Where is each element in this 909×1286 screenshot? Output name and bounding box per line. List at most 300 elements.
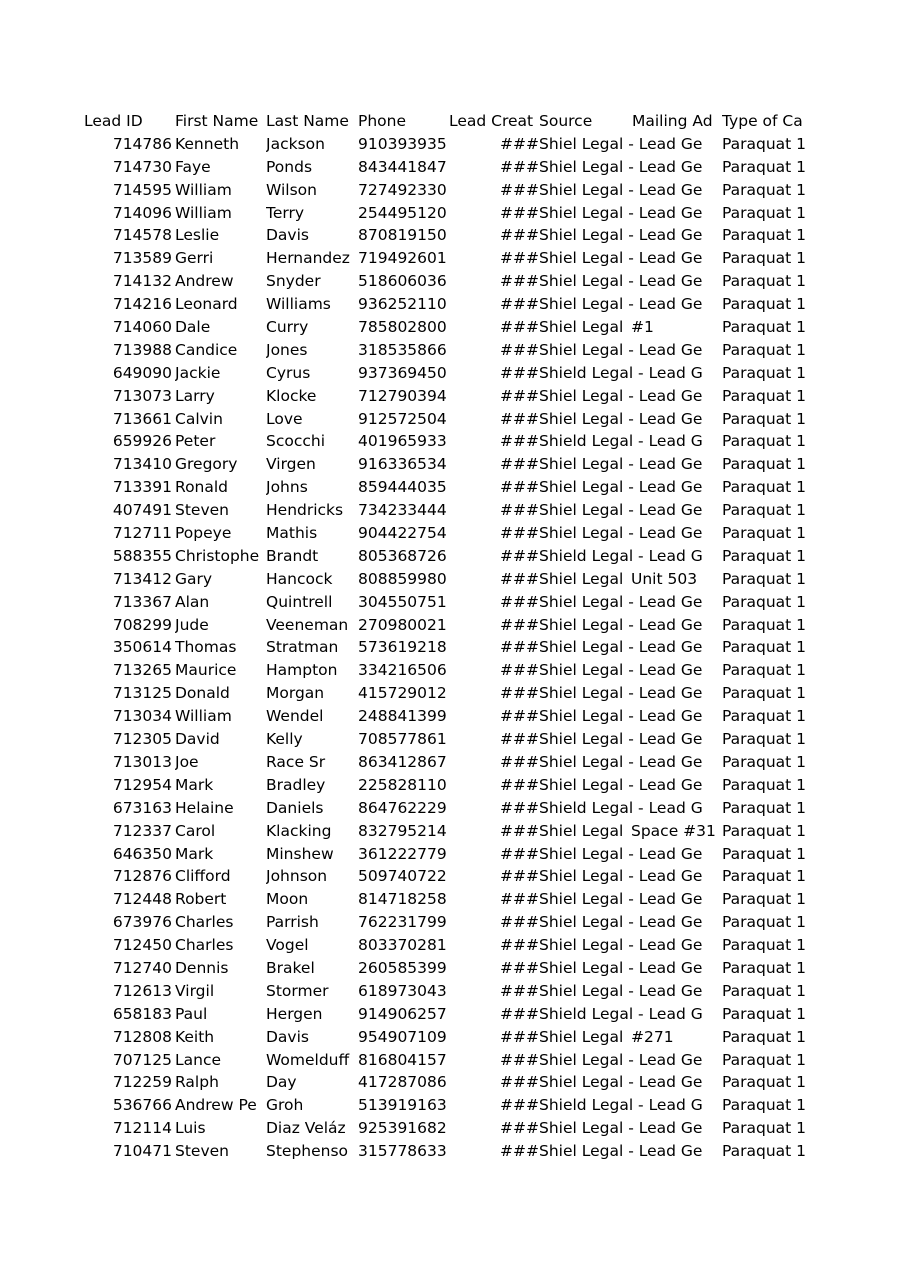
cell-phone: 618973043 [358,981,447,1000]
cell-type-of-case: Paraquat 1 [722,890,807,909]
cell-mailing-address: #1 [631,318,654,337]
cell-first-name: Leonard [175,295,238,314]
cell-first-name: Larry [175,386,215,405]
cell-source: Shiel Legal - Lead Ge [539,592,703,611]
cell-first-name: William [175,203,232,222]
cell-last-name: Ponds [266,157,313,176]
cell-source: Shiel Legal - Lead Ge [539,524,703,543]
header-first-name: First Name [175,112,259,130]
cell-lead-created: ### [500,1119,539,1138]
cell-type-of-case: Paraquat 1 [722,936,807,955]
cell-type-of-case: Paraquat 1 [722,318,807,337]
cell-lead-created: ### [500,1073,539,1092]
cell-lead-created: ### [500,821,539,840]
cell-first-name: Helaine [175,798,234,817]
cell-last-name: Day [266,1073,297,1092]
cell-last-name: Bradley [266,775,326,794]
cell-type-of-case: Paraquat 1 [722,409,807,428]
cell-first-name: Maurice [175,661,237,680]
cell-phone: 904422754 [358,524,447,543]
cell-source: Shiel Legal - Lead Ge [539,501,703,520]
cell-source: Shiel Legal [539,569,624,588]
cell-phone: 814718258 [358,890,447,909]
cell-source: Shiel Legal - Lead Ge [539,890,703,909]
cell-lead-created: ### [500,752,539,771]
cell-last-name: Hancock [266,569,333,588]
cell-last-name: Johns [266,478,308,497]
cell-first-name: Ronald [175,478,229,497]
cell-type-of-case: Paraquat 1 [722,455,807,474]
cell-type-of-case: Paraquat 1 [722,1050,807,1069]
cell-phone: 270980021 [358,615,447,634]
cell-phone: 936252110 [358,295,447,314]
cell-mailing-address: Space #31 [631,821,716,840]
cell-mailing-address: Unit 503 [631,569,698,588]
cell-phone: 864762229 [358,798,447,817]
cell-lead-id: 673976 [112,913,172,932]
cell-lead-id: 713265 [112,661,172,680]
cell-last-name: Love [266,409,303,428]
cell-phone: 937369450 [358,363,447,382]
cell-lead-created: ### [500,730,539,749]
cell-source: Shiel Legal - Lead Ge [539,249,703,268]
cell-source: Shiel Legal - Lead Ge [539,1142,703,1161]
cell-last-name: Wendel [266,707,324,726]
cell-lead-created: ### [500,272,539,291]
cell-type-of-case: Paraquat 1 [722,592,807,611]
cell-type-of-case: Paraquat 1 [722,821,807,840]
cell-lead-created: ### [500,867,539,886]
cell-lead-id: 713412 [112,569,172,588]
cell-first-name: Steven [175,1142,229,1161]
cell-source: Shiel Legal - Lead Ge [539,340,703,359]
cell-lead-id: 588355 [112,546,172,565]
cell-last-name: Virgen [266,455,316,474]
cell-last-name: Womelduff [266,1050,350,1069]
cell-first-name: Gregory [175,455,238,474]
cell-last-name: Diaz Veláz [266,1119,346,1138]
cell-phone: 318535866 [358,340,447,359]
cell-lead-created: ### [500,1142,539,1161]
cell-last-name: Stormer [266,981,329,1000]
cell-last-name: Williams [266,295,331,314]
cell-phone: 954907109 [358,1027,447,1046]
cell-lead-created: ### [500,524,539,543]
cell-last-name: Minshew [266,844,334,863]
cell-first-name: Jackie [175,363,221,382]
cell-first-name: Robert [175,890,227,909]
cell-first-name: David [175,730,220,749]
cell-last-name: Scocchi [266,432,326,451]
cell-phone: 260585399 [358,958,447,977]
cell-type-of-case: Paraquat 1 [722,913,807,932]
cell-type-of-case: Paraquat 1 [722,478,807,497]
cell-source: Shiel Legal - Lead Ge [539,958,703,977]
cell-source: Shiel Legal - Lead Ge [539,1119,703,1138]
cell-lead-id: 712337 [112,821,172,840]
cell-first-name: Keith [175,1027,215,1046]
cell-lead-created: ### [500,455,539,474]
cell-type-of-case: Paraquat 1 [722,661,807,680]
cell-first-name: Faye [175,157,211,176]
cell-source: Shiel Legal - Lead Ge [539,455,703,474]
cell-last-name: Wilson [266,180,317,199]
cell-phone: 914906257 [358,1004,447,1023]
cell-lead-created: ### [500,913,539,932]
cell-type-of-case: Paraquat 1 [722,1004,807,1023]
cell-lead-created: ### [500,798,539,817]
cell-lead-created: ### [500,432,539,451]
cell-phone: 910393935 [358,134,447,153]
cell-last-name: Jones [266,340,308,359]
cell-lead-id: 710471 [112,1142,172,1161]
cell-phone: 727492330 [358,180,447,199]
cell-lead-id: 707125 [112,1050,172,1069]
cell-phone: 509740722 [358,867,447,886]
cell-last-name: Morgan [266,684,325,703]
cell-lead-id: 658183 [112,1004,172,1023]
cell-source: Shiel Legal - Lead Ge [539,272,703,291]
cell-phone: 785802800 [358,318,447,337]
cell-first-name: Ralph [175,1073,219,1092]
cell-lead-created: ### [500,157,539,176]
cell-lead-created: ### [500,844,539,863]
header-lead-created: Lead Creat [449,112,534,130]
cell-last-name: Curry [266,318,309,337]
cell-type-of-case: Paraquat 1 [722,730,807,749]
cell-source: Shiel Legal - Lead Ge [539,730,703,749]
cell-phone: 762231799 [358,913,447,932]
cell-lead-id: 714730 [112,157,172,176]
cell-source: Shiel Legal - Lead Ge [539,157,703,176]
cell-lead-id: 712259 [112,1073,172,1092]
cell-last-name: Hernandez [266,249,350,268]
cell-lead-created: ### [500,661,539,680]
cell-source: Shiel Legal - Lead Ge [539,478,703,497]
cell-first-name: William [175,180,232,199]
header-mailing-address: Mailing Ad [632,112,713,130]
cell-last-name: Davis [266,226,309,245]
cell-lead-id: 713073 [112,386,172,405]
cell-lead-id: 713367 [112,592,172,611]
cell-source: Shiel Legal - Lead Ge [539,134,703,153]
cell-phone: 415729012 [358,684,447,703]
header-last-name: Last Name [266,112,349,130]
cell-last-name: Hendricks [266,501,344,520]
cell-source: Shield Legal - Lead G [539,546,703,565]
cell-lead-created: ### [500,546,539,565]
cell-last-name: Snyder [266,272,321,291]
cell-lead-id: 713988 [112,340,172,359]
cell-type-of-case: Paraquat 1 [722,340,807,359]
cell-last-name: Hergen [266,1004,323,1023]
cell-lead-id: 714096 [112,203,172,222]
cell-phone: 734233444 [358,501,447,520]
cell-source: Shiel Legal - Lead Ge [539,1050,703,1069]
cell-lead-id: 649090 [112,363,172,382]
cell-phone: 832795214 [358,821,447,840]
cell-type-of-case: Paraquat 1 [722,501,807,520]
cell-type-of-case: Paraquat 1 [722,157,807,176]
cell-type-of-case: Paraquat 1 [722,363,807,382]
cell-first-name: Andrew [175,272,234,291]
cell-lead-id: 713125 [112,684,172,703]
cell-lead-created: ### [500,615,539,634]
cell-last-name: Jackson [266,134,325,153]
cell-first-name: Steven [175,501,229,520]
cell-lead-id: 713013 [112,752,172,771]
cell-first-name: Popeye [175,524,232,543]
cell-phone: 719492601 [358,249,447,268]
cell-first-name: Charles [175,936,234,955]
cell-phone: 816804157 [358,1050,447,1069]
cell-mailing-address: #271 [631,1027,674,1046]
cell-source: Shiel Legal [539,821,624,840]
cell-lead-id: 712876 [112,867,172,886]
cell-source: Shiel Legal - Lead Ge [539,844,703,863]
cell-source: Shiel Legal [539,1027,624,1046]
cell-last-name: Brakel [266,958,315,977]
cell-first-name: Peter [175,432,216,451]
cell-source: Shiel Legal - Lead Ge [539,295,703,314]
cell-phone: 843441847 [358,157,447,176]
cell-type-of-case: Paraquat 1 [722,203,807,222]
cell-first-name: Calvin [175,409,223,428]
cell-lead-id: 712448 [112,890,172,909]
cell-lead-id: 712450 [112,936,172,955]
cell-first-name: Donald [175,684,230,703]
cell-lead-created: ### [500,249,539,268]
cell-type-of-case: Paraquat 1 [722,569,807,588]
cell-phone: 254495120 [358,203,447,222]
cell-phone: 417287086 [358,1073,447,1092]
cell-lead-created: ### [500,409,539,428]
cell-type-of-case: Paraquat 1 [722,775,807,794]
cell-lead-id: 714595 [112,180,172,199]
cell-source: Shiel Legal - Lead Ge [539,867,703,886]
cell-lead-id: 712613 [112,981,172,1000]
cell-source: Shield Legal - Lead G [539,798,703,817]
cell-source: Shiel Legal [539,318,624,337]
cell-phone: 808859980 [358,569,447,588]
cell-lead-created: ### [500,478,539,497]
cell-phone: 513919163 [358,1096,447,1115]
cell-last-name: Groh [266,1096,304,1115]
cell-phone: 805368726 [358,546,447,565]
cell-last-name: Klocke [266,386,317,405]
cell-type-of-case: Paraquat 1 [722,615,807,634]
cell-first-name: Mark [175,775,214,794]
cell-phone: 361222779 [358,844,447,863]
cell-type-of-case: Paraquat 1 [722,1096,807,1115]
cell-lead-id: 714060 [112,318,172,337]
cell-lead-created: ### [500,295,539,314]
cell-last-name: Race Sr [266,752,326,771]
cell-phone: 315778633 [358,1142,447,1161]
cell-type-of-case: Paraquat 1 [722,684,807,703]
cell-lead-created: ### [500,180,539,199]
cell-last-name: Stephenso [266,1142,349,1161]
cell-first-name: William [175,707,232,726]
cell-lead-created: ### [500,318,539,337]
cell-last-name: Moon [266,890,309,909]
cell-last-name: Davis [266,1027,309,1046]
cell-first-name: Luis [175,1119,206,1138]
cell-lead-created: ### [500,981,539,1000]
cell-phone: 859444035 [358,478,447,497]
cell-lead-id: 713391 [112,478,172,497]
cell-lead-created: ### [500,386,539,405]
cell-source: Shiel Legal - Lead Ge [539,913,703,932]
cell-last-name: Brandt [266,546,319,565]
cell-lead-id: 712740 [112,958,172,977]
cell-lead-id: 646350 [112,844,172,863]
cell-type-of-case: Paraquat 1 [722,272,807,291]
cell-source: Shiel Legal - Lead Ge [539,386,703,405]
cell-last-name: Cyrus [266,363,311,382]
cell-lead-id: 712808 [112,1027,172,1046]
cell-type-of-case: Paraquat 1 [722,524,807,543]
cell-first-name: Carol [175,821,216,840]
cell-lead-created: ### [500,775,539,794]
cell-last-name: Veeneman [266,615,349,634]
cell-type-of-case: Paraquat 1 [722,867,807,886]
header-source: Source [539,112,593,130]
cell-source: Shiel Legal - Lead Ge [539,936,703,955]
cell-first-name: Andrew Pe [175,1096,257,1115]
cell-lead-id: 536766 [112,1096,172,1115]
cell-source: Shiel Legal - Lead Ge [539,775,703,794]
cell-source: Shiel Legal - Lead Ge [539,1073,703,1092]
cell-type-of-case: Paraquat 1 [722,180,807,199]
cell-lead-created: ### [500,1050,539,1069]
cell-first-name: Dennis [175,958,229,977]
cell-type-of-case: Paraquat 1 [722,249,807,268]
cell-source: Shiel Legal - Lead Ge [539,638,703,657]
cell-lead-id: 712114 [112,1119,172,1138]
cell-last-name: Parrish [266,913,319,932]
cell-type-of-case: Paraquat 1 [722,844,807,863]
cell-lead-created: ### [500,569,539,588]
cell-last-name: Stratman [266,638,339,657]
cell-phone: 925391682 [358,1119,447,1138]
header-type-of-case: Type of Ca [722,112,803,130]
cell-lead-created: ### [500,592,539,611]
cell-phone: 304550751 [358,592,447,611]
cell-lead-id: 708299 [112,615,172,634]
cell-lead-created: ### [500,203,539,222]
cell-source: Shiel Legal - Lead Ge [539,981,703,1000]
cell-type-of-case: Paraquat 1 [722,432,807,451]
cell-source: Shiel Legal - Lead Ge [539,684,703,703]
cell-first-name: Candice [175,340,238,359]
cell-type-of-case: Paraquat 1 [722,1119,807,1138]
cell-lead-created: ### [500,638,539,657]
cell-lead-id: 407491 [112,501,172,520]
cell-lead-id: 713661 [112,409,172,428]
cell-lead-id: 714578 [112,226,172,245]
cell-lead-id: 713589 [112,249,172,268]
cell-lead-id: 713410 [112,455,172,474]
cell-source: Shiel Legal - Lead Ge [539,661,703,680]
cell-type-of-case: Paraquat 1 [722,707,807,726]
cell-phone: 870819150 [358,226,447,245]
cell-lead-id: 673163 [112,798,172,817]
cell-lead-created: ### [500,226,539,245]
cell-lead-id: 714132 [112,272,172,291]
cell-lead-id: 712305 [112,730,172,749]
cell-type-of-case: Paraquat 1 [722,981,807,1000]
cell-source: Shield Legal - Lead G [539,363,703,382]
cell-phone: 708577861 [358,730,447,749]
cell-phone: 225828110 [358,775,447,794]
cell-last-name: Daniels [266,798,324,817]
cell-lead-id: 350614 [112,638,172,657]
cell-source: Shiel Legal - Lead Ge [539,226,703,245]
cell-phone: 712790394 [358,386,447,405]
cell-last-name: Vogel [266,936,309,955]
cell-first-name: Thomas [175,638,237,657]
cell-phone: 916336534 [358,455,447,474]
cell-first-name: Paul [175,1004,208,1023]
cell-last-name: Quintrell [266,592,333,611]
cell-lead-created: ### [500,134,539,153]
cell-lead-created: ### [500,363,539,382]
cell-last-name: Klacking [266,821,332,840]
cell-lead-created: ### [500,684,539,703]
cell-lead-id: 712954 [112,775,172,794]
cell-phone: 248841399 [358,707,447,726]
cell-type-of-case: Paraquat 1 [722,134,807,153]
cell-first-name: Dale [175,318,211,337]
cell-last-name: Kelly [266,730,303,749]
cell-lead-created: ### [500,1096,539,1115]
cell-lead-created: ### [500,707,539,726]
cell-lead-created: ### [500,1027,539,1046]
cell-type-of-case: Paraquat 1 [722,752,807,771]
cell-phone: 912572504 [358,409,447,428]
cell-source: Shiel Legal - Lead Ge [539,615,703,634]
cell-type-of-case: Paraquat 1 [722,958,807,977]
cell-first-name: Gary [175,569,213,588]
cell-type-of-case: Paraquat 1 [722,1073,807,1092]
cell-lead-created: ### [500,958,539,977]
cell-source: Shiel Legal - Lead Ge [539,707,703,726]
cell-last-name: Mathis [266,524,318,543]
cell-phone: 518606036 [358,272,447,291]
cell-first-name: Virgil [175,981,215,1000]
cell-phone: 573619218 [358,638,447,657]
cell-first-name: Mark [175,844,214,863]
cell-lead-created: ### [500,890,539,909]
cell-type-of-case: Paraquat 1 [722,638,807,657]
cell-first-name: Clifford [175,867,231,886]
cell-lead-id: 659926 [112,432,172,451]
cell-type-of-case: Paraquat 1 [722,546,807,565]
cell-type-of-case: Paraquat 1 [722,1027,807,1046]
cell-first-name: Jude [175,615,209,634]
cell-lead-id: 714216 [112,295,172,314]
cell-lead-id: 713034 [112,707,172,726]
cell-phone: 401965933 [358,432,447,451]
cell-lead-created: ### [500,1004,539,1023]
cell-last-name: Terry [266,203,305,222]
cell-first-name: Gerri [175,249,214,268]
cell-first-name: Charles [175,913,234,932]
cell-source: Shield Legal - Lead G [539,1004,703,1023]
cell-lead-id: 712711 [112,524,172,543]
cell-phone: 334216506 [358,661,447,680]
